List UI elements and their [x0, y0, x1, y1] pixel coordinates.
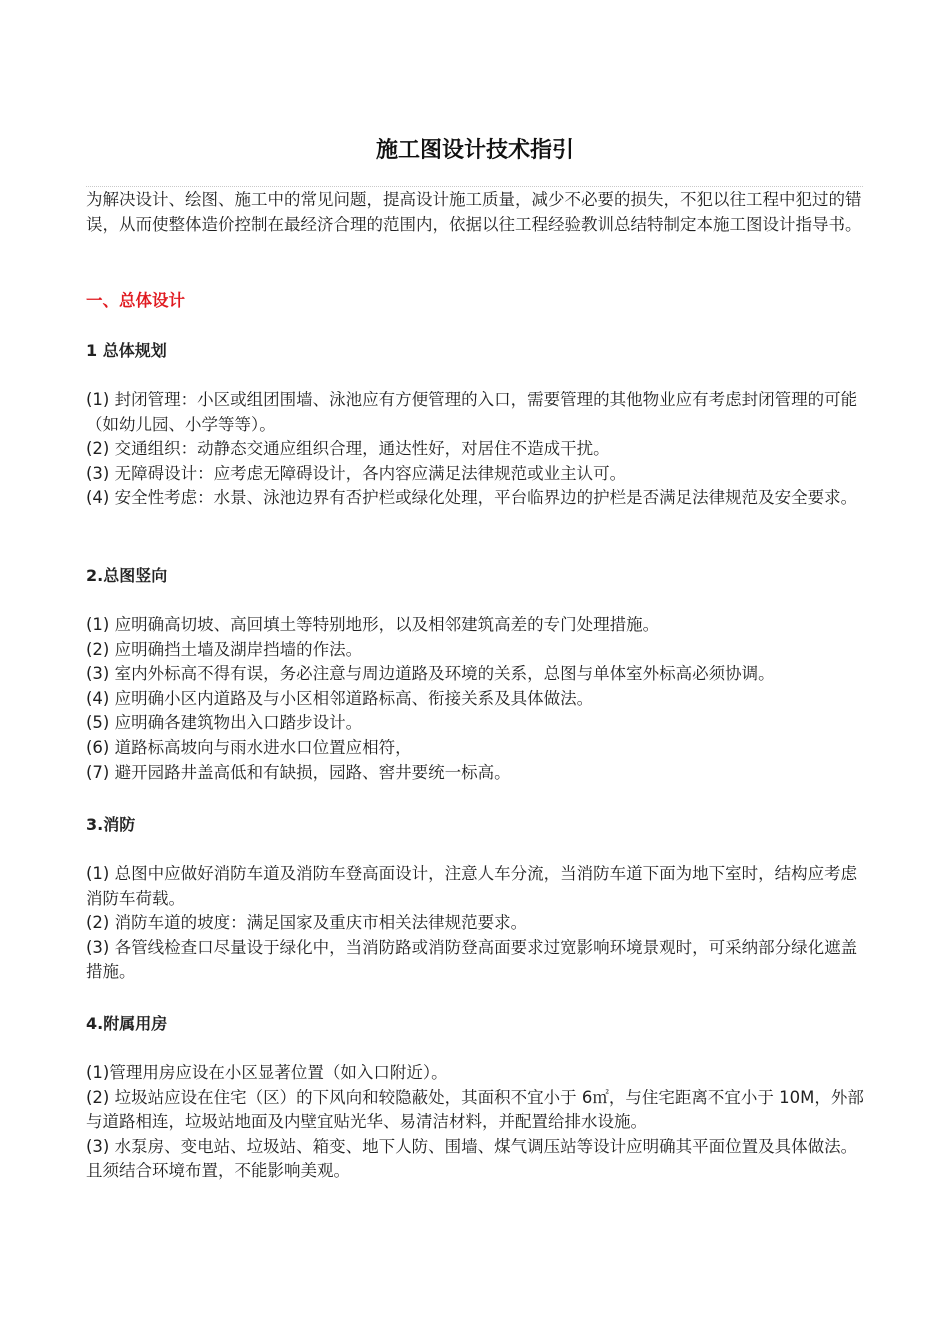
list-item: (1)管理用房应设在小区显著位置（如入口附近）。	[86, 1063, 448, 1082]
list-item: (1) 应明确高切坡、高回填土等特别地形，以及相邻建筑高差的专门处理措施。	[86, 615, 660, 634]
list-item: (7) 避开园路井盖高低和有缺损，园路、窖井要统一标高。	[86, 762, 511, 782]
list-item: (2) 应明确挡土墙及湖岸挡墙的作法。	[86, 639, 363, 659]
list-item: (3) 无障碍设计：应考虑无障碍设计，各内容应满足法律规范或业主认可。	[86, 463, 627, 483]
intro-text: 为解决设计、绘图、施工中的常见问题，提高设计施工质量，减少不必要的损失，不犯以往工程中犯过的错误，从而使整体造价控制在最经济合理的范围内，依据以往工程经验教训总结特制定本施工图设计指导书。	[86, 190, 862, 234]
list-item: (2) 消防车道的坡度：满足国家及重庆市相关法律规范要求。	[86, 913, 528, 933]
list-item: (3) 水泵房、变电站、垃圾站、箱变、地下人防、围墙、煤气调压站等设计应明确其平面位置及具体做法。且须结合环境布置，不能影响美观。	[86, 1136, 858, 1181]
list-item: (1) 总图中应做好消防车道及消防车登高面设计，注意人车分流，当消防车道下面为地下室时，结构应考虑消防车荷载。	[86, 864, 858, 908]
list-item: (3) 各管线检查口尽量设于绿化中，当消防路或消防登高面要求过宽影响环境景观时，可采纳部分绿化遮盖措施。	[86, 937, 858, 982]
subsection-heading-ancillary: 4.附属用房	[86, 1014, 168, 1033]
list-item: (4) 安全性考虑：水景、泳池边界有否护栏或绿化处理，平台临界边的护栏是否满足法律规范及安全要求。	[86, 488, 858, 508]
list-item: (6) 道路标高坡向与雨水进水口位置应相符，	[86, 737, 412, 757]
list-item: (4) 应明确小区内道路及与小区相邻道路标高、衔接关系及具体做法。	[86, 688, 594, 708]
section-heading-overall-design: 一、总体设计	[86, 291, 185, 310]
ancillary-list	[86, 1061, 866, 1184]
document-title: 施工图设计技术指引	[375, 138, 574, 163]
planning-list	[86, 388, 866, 511]
subsection-heading-grading: 2.总图竖向	[86, 566, 168, 585]
list-item: (2) 垃圾站应设在住宅（区）的下风向和较隐蔽处，其面积不宜小于 6㎡，与住宅距离不宜小于 10M，外部与道路相连，垃圾站地面及内壁宜贴光华、易清洁材料，并配置给排水设施。	[86, 1087, 864, 1132]
fire-list	[86, 862, 866, 985]
intro-paragraph	[86, 188, 866, 237]
subsection-heading-fire: 3.消防	[86, 815, 136, 834]
grading-list	[86, 613, 866, 785]
list-item: (1) 封闭管理：小区或组团围墙、泳池应有方便管理的入口，需要管理的其他物业应有考虑封闭管理的可能（如幼儿园、小学等等）。	[86, 390, 858, 434]
list-item: (2) 交通组织：动静态交通应组织合理，通达性好，对居住不造成干扰。	[86, 439, 610, 459]
list-item: (5) 应明确各建筑物出入口踏步设计。	[86, 713, 363, 733]
list-item: (3) 室内外标高不得有误，务必注意与周边道路及环境的关系，总图与单体室外标高必须协调。	[86, 664, 775, 684]
title-divider	[86, 186, 863, 187]
subsection-heading-planning: 1 总体规划	[86, 341, 167, 360]
